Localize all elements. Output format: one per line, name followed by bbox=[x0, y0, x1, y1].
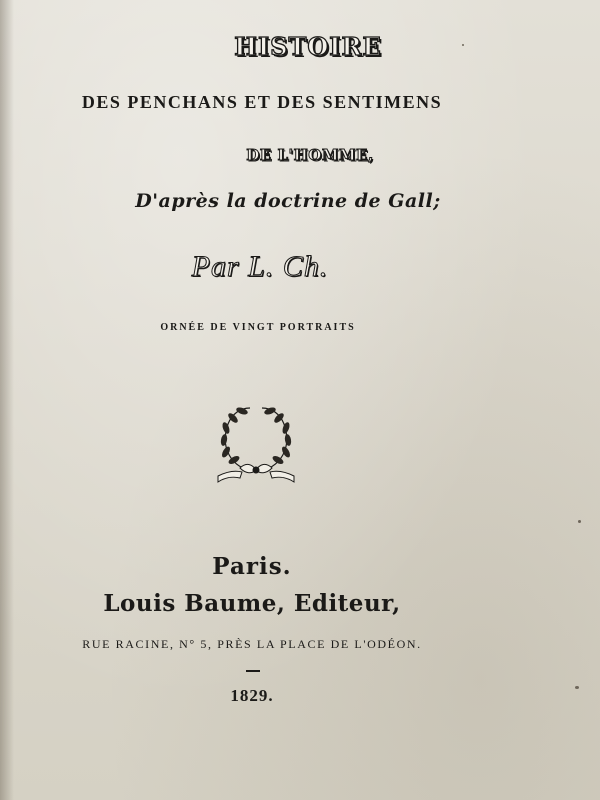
book-title: HISTOIRE bbox=[234, 32, 382, 61]
doctrine-line: D'après la doctrine de Gall; bbox=[135, 190, 441, 212]
divider bbox=[246, 670, 260, 672]
author-line: Par L. Ch. bbox=[191, 250, 329, 283]
paper-speck bbox=[578, 520, 581, 523]
publication-city: Paris. bbox=[212, 553, 292, 580]
book-subtitle: DES PENCHANS ET DES SENTIMENS bbox=[81, 92, 443, 112]
laurel-wreath-icon bbox=[210, 402, 302, 488]
publication-year: 1829. bbox=[230, 686, 274, 705]
paper-speck bbox=[462, 44, 464, 46]
illustrations-note: ORNÉE DE VINGT PORTRAITS bbox=[160, 322, 356, 333]
publisher-name: Louis Baume, Editeur, bbox=[103, 590, 401, 617]
spine-shadow bbox=[0, 0, 14, 800]
publisher-address: RUE RACINE, N° 5, PRÈS LA PLACE DE L'ODÉON. bbox=[82, 637, 422, 651]
paper-speck bbox=[575, 686, 579, 689]
book-subject: DE L'HOMME, bbox=[246, 146, 374, 164]
